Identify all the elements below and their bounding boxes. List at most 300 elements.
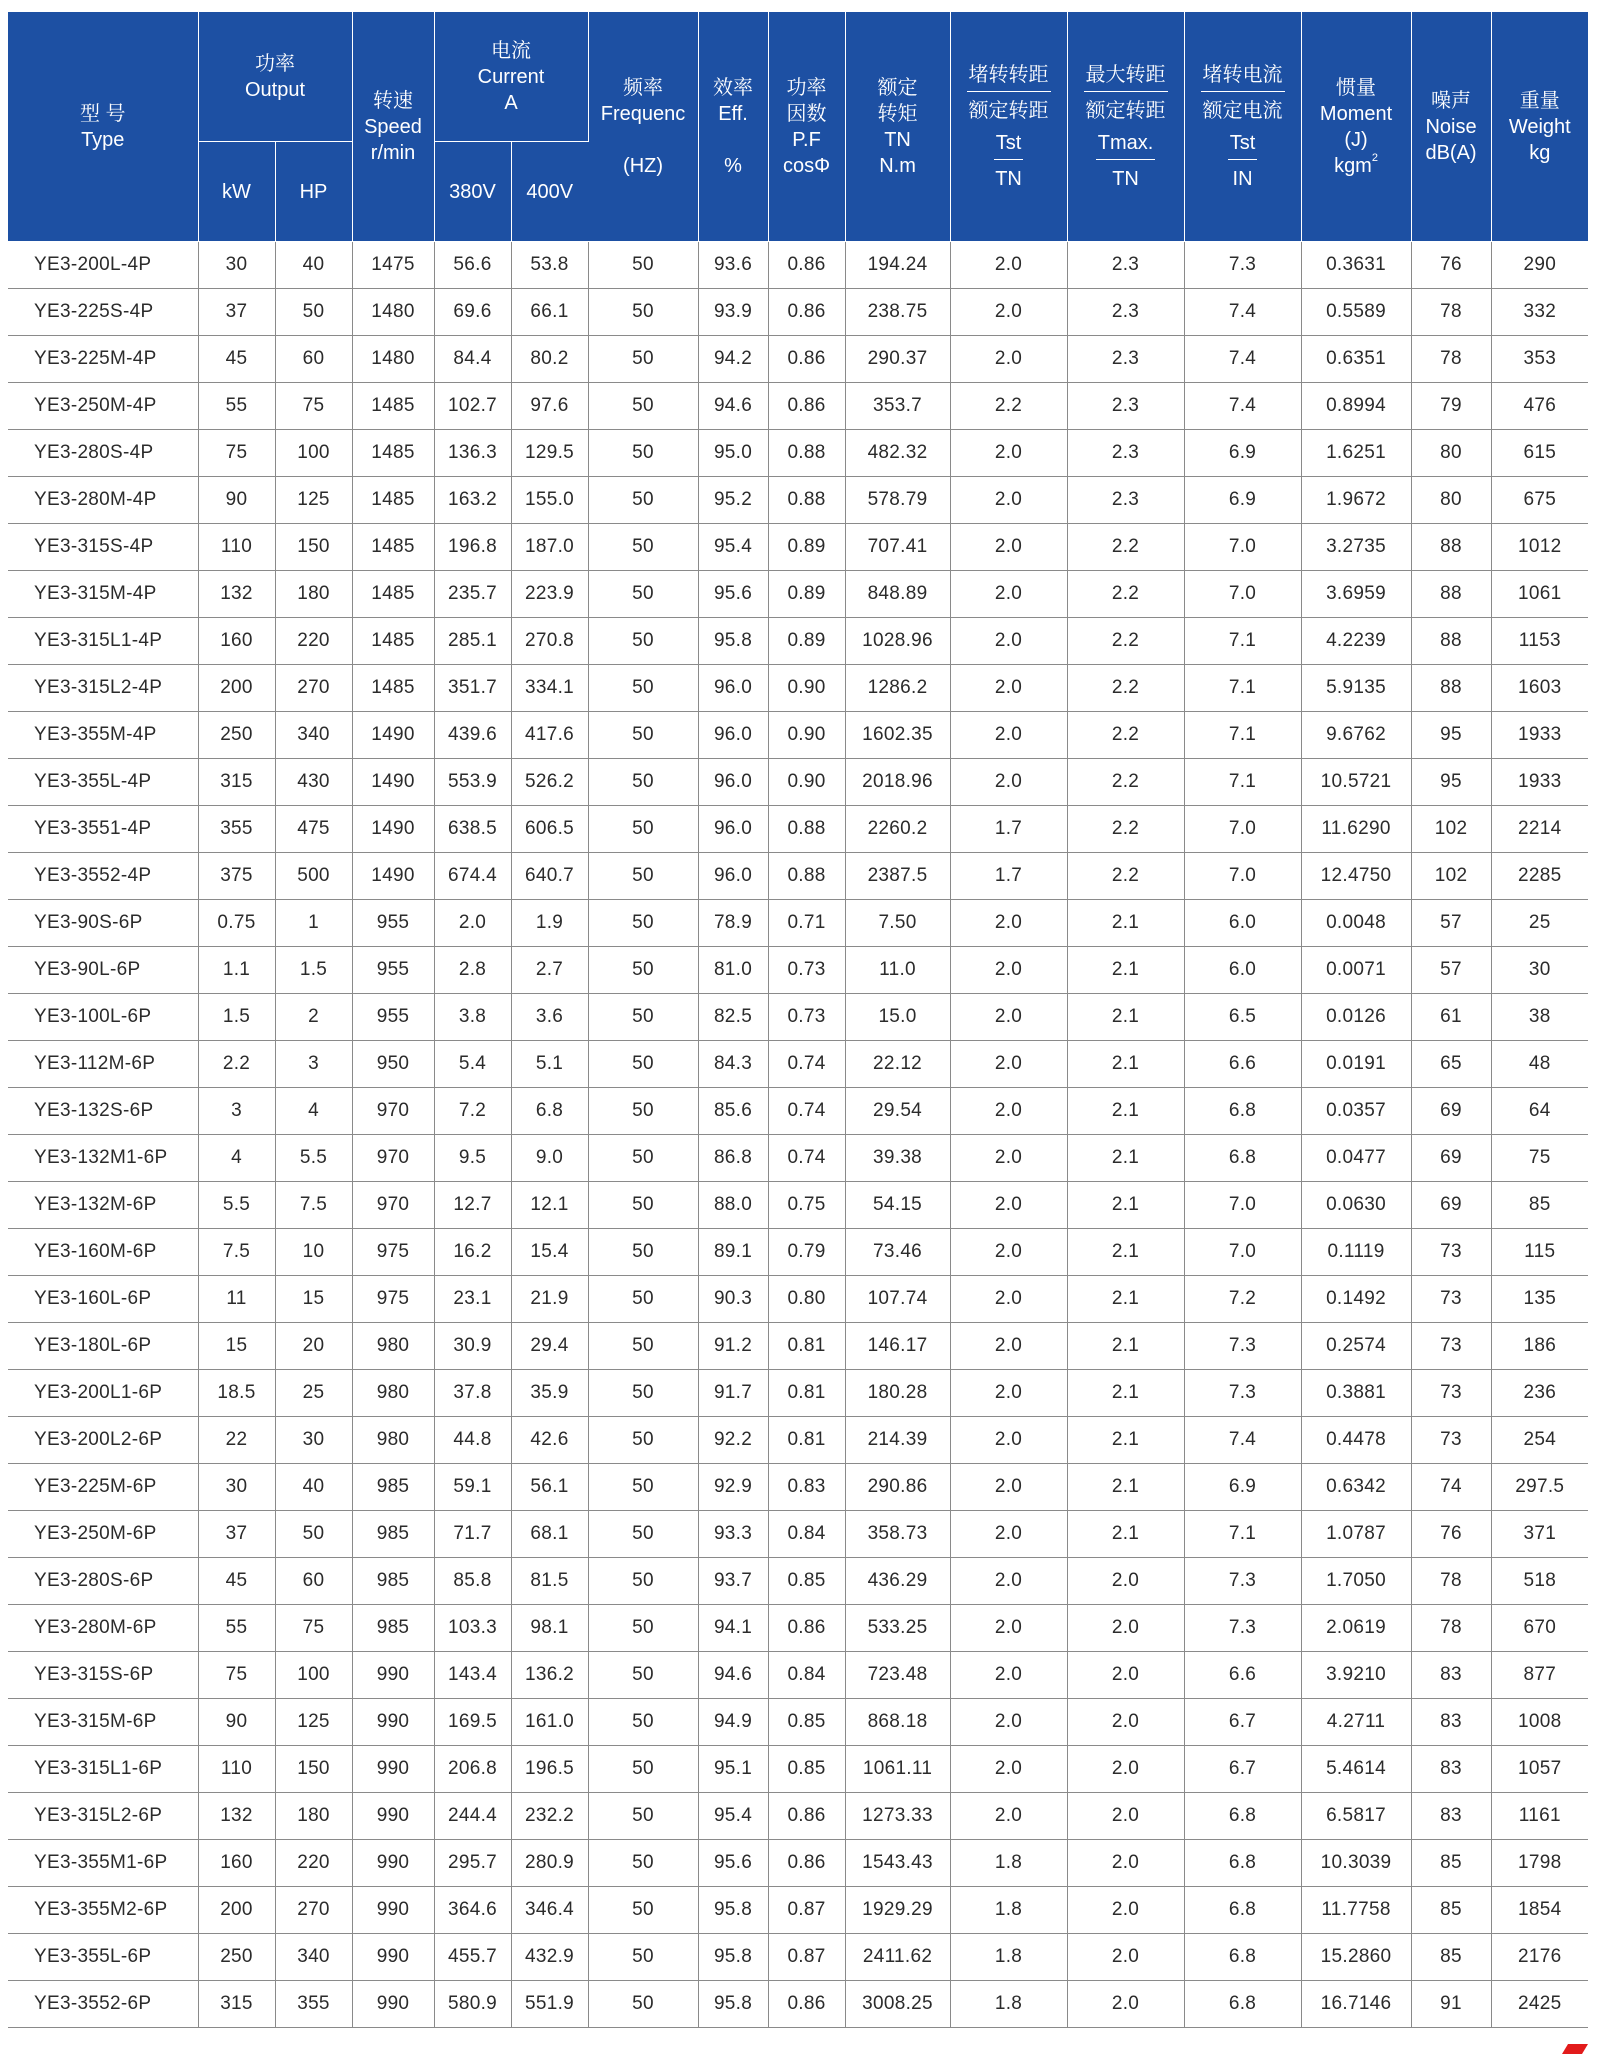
cell-locked-torque-ratio: 2.0 — [950, 1558, 1067, 1605]
cell-locked-torque-ratio: 1.7 — [950, 806, 1067, 853]
cell-weight: 353 — [1491, 336, 1588, 383]
cell-current-400v: 3.6 — [511, 994, 588, 1041]
cell-power-factor: 0.86 — [768, 1981, 845, 2028]
cell-efficiency: 81.0 — [698, 947, 768, 994]
cell-output-kw: 355 — [198, 806, 275, 853]
cell-current-380v: 5.4 — [434, 1041, 511, 1088]
table-row — [8, 383, 1588, 430]
cell-power-factor: 0.87 — [768, 1887, 845, 1934]
cell-max-torque-ratio: 2.3 — [1067, 289, 1184, 336]
cell-efficiency: 94.6 — [698, 383, 768, 430]
cell-power-factor: 0.84 — [768, 1652, 845, 1699]
cell-speed: 1490 — [352, 759, 434, 806]
cell-efficiency: 93.7 — [698, 1558, 768, 1605]
cell-max-torque-ratio: 2.1 — [1067, 1417, 1184, 1464]
cell-weight: 2425 — [1491, 1981, 1588, 2028]
cell-current-380v: 674.4 — [434, 853, 511, 900]
cell-speed: 985 — [352, 1558, 434, 1605]
cell-noise: 73 — [1411, 1370, 1491, 1417]
cell-current-400v: 2.7 — [511, 947, 588, 994]
cell-power-factor: 0.81 — [768, 1323, 845, 1370]
cell-current-380v: 364.6 — [434, 1887, 511, 1934]
cell-locked-current-ratio: 6.7 — [1184, 1746, 1301, 1793]
cell-type: YE3-280S-4P — [8, 430, 198, 477]
header-output-hp: HP — [275, 142, 352, 242]
cell-locked-torque-ratio: 2.0 — [950, 1511, 1067, 1558]
cell-frequency: 50 — [588, 1088, 698, 1135]
table-row — [8, 1417, 1588, 1464]
cell-frequency: 50 — [588, 1135, 698, 1182]
cell-rated-torque: 533.25 — [845, 1605, 950, 1652]
cell-output-hp: 100 — [275, 1652, 352, 1699]
cell-efficiency: 93.9 — [698, 289, 768, 336]
cell-current-400v: 155.0 — [511, 477, 588, 524]
cell-weight: 518 — [1491, 1558, 1588, 1605]
table-row — [8, 759, 1588, 806]
cell-weight: 1057 — [1491, 1746, 1588, 1793]
header-current: 电流 Current A — [434, 12, 588, 142]
cell-locked-current-ratio: 7.4 — [1184, 289, 1301, 336]
cell-power-factor: 0.86 — [768, 1605, 845, 1652]
cell-current-400v: 526.2 — [511, 759, 588, 806]
cell-locked-torque-ratio: 2.0 — [950, 712, 1067, 759]
cell-noise: 83 — [1411, 1699, 1491, 1746]
cell-power-factor: 0.79 — [768, 1229, 845, 1276]
table-row — [8, 289, 1588, 336]
cell-current-380v: 71.7 — [434, 1511, 511, 1558]
table-row — [8, 900, 1588, 947]
cell-speed: 1485 — [352, 571, 434, 618]
cell-efficiency: 95.8 — [698, 1887, 768, 1934]
cell-locked-current-ratio: 7.2 — [1184, 1276, 1301, 1323]
cell-inertia: 1.6251 — [1301, 430, 1411, 477]
cell-noise: 80 — [1411, 430, 1491, 477]
cell-weight: 615 — [1491, 430, 1588, 477]
cell-noise: 73 — [1411, 1323, 1491, 1370]
cell-efficiency: 96.0 — [698, 712, 768, 759]
cell-current-400v: 417.6 — [511, 712, 588, 759]
cell-output-hp: 10 — [275, 1229, 352, 1276]
cell-locked-current-ratio: 6.8 — [1184, 1793, 1301, 1840]
cell-power-factor: 0.74 — [768, 1088, 845, 1135]
cell-current-380v: 285.1 — [434, 618, 511, 665]
cell-efficiency: 94.9 — [698, 1699, 768, 1746]
cell-speed: 990 — [352, 1746, 434, 1793]
cell-output-kw: 55 — [198, 383, 275, 430]
cell-locked-current-ratio: 6.8 — [1184, 1840, 1301, 1887]
cell-locked-torque-ratio: 1.8 — [950, 1981, 1067, 2028]
cell-output-kw: 1.5 — [198, 994, 275, 1041]
cell-current-380v: 295.7 — [434, 1840, 511, 1887]
table-row — [8, 1887, 1588, 1934]
cell-efficiency: 95.4 — [698, 1793, 768, 1840]
cell-output-hp: 3 — [275, 1041, 352, 1088]
cell-noise: 73 — [1411, 1276, 1491, 1323]
cell-frequency: 50 — [588, 1840, 698, 1887]
cell-frequency: 50 — [588, 1323, 698, 1370]
cell-rated-torque: 358.73 — [845, 1511, 950, 1558]
table-row — [8, 947, 1588, 994]
cell-rated-torque: 22.12 — [845, 1041, 950, 1088]
cell-max-torque-ratio: 2.0 — [1067, 1699, 1184, 1746]
cell-output-kw: 22 — [198, 1417, 275, 1464]
cell-max-torque-ratio: 2.2 — [1067, 524, 1184, 571]
cell-inertia: 0.4478 — [1301, 1417, 1411, 1464]
cell-locked-current-ratio: 7.0 — [1184, 1229, 1301, 1276]
cell-weight: 290 — [1491, 242, 1588, 289]
cell-efficiency: 94.1 — [698, 1605, 768, 1652]
cell-locked-torque-ratio: 2.0 — [950, 289, 1067, 336]
cell-current-380v: 7.2 — [434, 1088, 511, 1135]
cell-noise: 88 — [1411, 571, 1491, 618]
cell-output-hp: 75 — [275, 1605, 352, 1652]
cell-type: YE3-132M-6P — [8, 1182, 198, 1229]
cell-noise: 88 — [1411, 524, 1491, 571]
cell-locked-current-ratio: 7.1 — [1184, 618, 1301, 665]
cell-speed: 970 — [352, 1135, 434, 1182]
cell-type: YE3-200L2-6P — [8, 1417, 198, 1464]
cell-current-380v: 351.7 — [434, 665, 511, 712]
cell-efficiency: 92.9 — [698, 1464, 768, 1511]
cell-frequency: 50 — [588, 1511, 698, 1558]
cell-current-400v: 98.1 — [511, 1605, 588, 1652]
cell-speed: 950 — [352, 1041, 434, 1088]
cell-output-kw: 2.2 — [198, 1041, 275, 1088]
table-row — [8, 1934, 1588, 1981]
cell-locked-torque-ratio: 2.0 — [950, 1276, 1067, 1323]
cell-inertia: 12.4750 — [1301, 853, 1411, 900]
cell-output-hp: 430 — [275, 759, 352, 806]
cell-current-400v: 29.4 — [511, 1323, 588, 1370]
table-row — [8, 665, 1588, 712]
cell-rated-torque: 1929.29 — [845, 1887, 950, 1934]
cell-frequency: 50 — [588, 1041, 698, 1088]
cell-locked-current-ratio: 7.3 — [1184, 1370, 1301, 1417]
cell-power-factor: 0.86 — [768, 336, 845, 383]
cell-output-hp: 30 — [275, 1417, 352, 1464]
cell-output-hp: 50 — [275, 289, 352, 336]
cell-inertia: 0.3631 — [1301, 242, 1411, 289]
cell-efficiency: 95.6 — [698, 571, 768, 618]
cell-frequency: 50 — [588, 1793, 698, 1840]
cell-current-380v: 143.4 — [434, 1652, 511, 1699]
cell-frequency: 50 — [588, 571, 698, 618]
cell-type: YE3-200L-4P — [8, 242, 198, 289]
table-row — [8, 1558, 1588, 1605]
cell-output-kw: 315 — [198, 1981, 275, 2028]
cell-locked-torque-ratio: 1.8 — [950, 1840, 1067, 1887]
cell-max-torque-ratio: 2.0 — [1067, 1558, 1184, 1605]
cell-power-factor: 0.87 — [768, 1934, 845, 1981]
cell-rated-torque: 39.38 — [845, 1135, 950, 1182]
cell-inertia: 3.6959 — [1301, 571, 1411, 618]
cell-inertia: 10.5721 — [1301, 759, 1411, 806]
cell-current-380v: 16.2 — [434, 1229, 511, 1276]
cell-locked-current-ratio: 7.4 — [1184, 336, 1301, 383]
cell-frequency: 50 — [588, 618, 698, 665]
cell-current-400v: 53.8 — [511, 242, 588, 289]
cell-locked-current-ratio: 7.0 — [1184, 524, 1301, 571]
cell-inertia: 0.0191 — [1301, 1041, 1411, 1088]
cell-noise: 102 — [1411, 806, 1491, 853]
cell-rated-torque: 1028.96 — [845, 618, 950, 665]
cell-current-400v: 5.1 — [511, 1041, 588, 1088]
cell-output-kw: 132 — [198, 1793, 275, 1840]
cell-type: YE3-280M-6P — [8, 1605, 198, 1652]
cell-noise: 69 — [1411, 1135, 1491, 1182]
cell-efficiency: 92.2 — [698, 1417, 768, 1464]
cell-output-kw: 315 — [198, 759, 275, 806]
cell-locked-current-ratio: 7.3 — [1184, 1323, 1301, 1370]
cell-power-factor: 0.89 — [768, 524, 845, 571]
cell-current-380v: 235.7 — [434, 571, 511, 618]
cell-locked-torque-ratio: 2.0 — [950, 665, 1067, 712]
cell-locked-torque-ratio: 2.0 — [950, 430, 1067, 477]
cell-output-hp: 270 — [275, 1887, 352, 1934]
cell-efficiency: 95.2 — [698, 477, 768, 524]
cell-speed: 1485 — [352, 383, 434, 430]
cell-current-380v: 553.9 — [434, 759, 511, 806]
cell-type: YE3-250M-6P — [8, 1511, 198, 1558]
cell-inertia: 0.0048 — [1301, 900, 1411, 947]
cell-inertia: 0.0126 — [1301, 994, 1411, 1041]
cell-type: YE3-200L1-6P — [8, 1370, 198, 1417]
cell-max-torque-ratio: 2.1 — [1067, 994, 1184, 1041]
cell-noise: 78 — [1411, 289, 1491, 336]
cell-current-380v: 59.1 — [434, 1464, 511, 1511]
cell-output-kw: 75 — [198, 1652, 275, 1699]
cell-frequency: 50 — [588, 1229, 698, 1276]
table-row — [8, 1605, 1588, 1652]
table-row — [8, 430, 1588, 477]
cell-current-380v: 56.6 — [434, 242, 511, 289]
header-max-torque-ratio: 最大转距 额定转距 Tmax. TN — [1067, 12, 1184, 242]
cell-locked-torque-ratio: 2.0 — [950, 524, 1067, 571]
cell-power-factor: 0.89 — [768, 618, 845, 665]
cell-speed: 1490 — [352, 853, 434, 900]
cell-inertia: 0.8994 — [1301, 383, 1411, 430]
cell-inertia: 0.0357 — [1301, 1088, 1411, 1135]
cell-output-hp: 7.5 — [275, 1182, 352, 1229]
cell-output-hp: 2 — [275, 994, 352, 1041]
cell-type: YE3-355M-4P — [8, 712, 198, 759]
table-row — [8, 1182, 1588, 1229]
cell-output-hp: 270 — [275, 665, 352, 712]
cell-locked-current-ratio: 7.0 — [1184, 853, 1301, 900]
cell-rated-torque: 2387.5 — [845, 853, 950, 900]
cell-current-400v: 97.6 — [511, 383, 588, 430]
cell-rated-torque: 1273.33 — [845, 1793, 950, 1840]
cell-current-400v: 66.1 — [511, 289, 588, 336]
cell-inertia: 4.2711 — [1301, 1699, 1411, 1746]
cell-noise: 80 — [1411, 477, 1491, 524]
cell-current-400v: 56.1 — [511, 1464, 588, 1511]
table-row — [8, 1323, 1588, 1370]
cell-frequency: 50 — [588, 1276, 698, 1323]
cell-output-hp: 340 — [275, 712, 352, 759]
cell-power-factor: 0.88 — [768, 806, 845, 853]
cell-efficiency: 96.0 — [698, 806, 768, 853]
cell-current-400v: 232.2 — [511, 1793, 588, 1840]
cell-locked-current-ratio: 7.0 — [1184, 571, 1301, 618]
cell-rated-torque: 290.37 — [845, 336, 950, 383]
cell-speed: 955 — [352, 994, 434, 1041]
cell-current-400v: 161.0 — [511, 1699, 588, 1746]
cell-output-kw: 55 — [198, 1605, 275, 1652]
header-rated-torque: 额定 转矩 TN N.m — [845, 12, 950, 242]
cell-rated-torque: 2018.96 — [845, 759, 950, 806]
cell-current-380v: 455.7 — [434, 1934, 511, 1981]
cell-output-kw: 30 — [198, 1464, 275, 1511]
cell-output-kw: 0.75 — [198, 900, 275, 947]
cell-locked-torque-ratio: 2.0 — [950, 994, 1067, 1041]
cell-output-hp: 150 — [275, 524, 352, 571]
cell-locked-current-ratio: 6.7 — [1184, 1699, 1301, 1746]
cell-output-kw: 200 — [198, 665, 275, 712]
cell-max-torque-ratio: 2.2 — [1067, 759, 1184, 806]
cell-efficiency: 96.0 — [698, 759, 768, 806]
cell-weight: 371 — [1491, 1511, 1588, 1558]
cell-power-factor: 0.83 — [768, 1464, 845, 1511]
cell-locked-torque-ratio: 2.0 — [950, 571, 1067, 618]
cell-noise: 83 — [1411, 1793, 1491, 1840]
cell-efficiency: 95.0 — [698, 430, 768, 477]
cell-weight: 1161 — [1491, 1793, 1588, 1840]
cell-type: YE3-315L2-4P — [8, 665, 198, 712]
cell-noise: 88 — [1411, 618, 1491, 665]
cell-rated-torque: 2411.62 — [845, 1934, 950, 1981]
cell-inertia: 3.9210 — [1301, 1652, 1411, 1699]
cell-noise: 78 — [1411, 1605, 1491, 1652]
cell-noise: 76 — [1411, 242, 1491, 289]
cell-locked-torque-ratio: 2.0 — [950, 336, 1067, 383]
cell-current-400v: 12.1 — [511, 1182, 588, 1229]
cell-inertia: 0.6351 — [1301, 336, 1411, 383]
cell-power-factor: 0.80 — [768, 1276, 845, 1323]
cell-rated-torque: 1061.11 — [845, 1746, 950, 1793]
cell-inertia: 0.0477 — [1301, 1135, 1411, 1182]
cell-current-380v: 44.8 — [434, 1417, 511, 1464]
cell-output-kw: 75 — [198, 430, 275, 477]
cell-type: YE3-160L-6P — [8, 1276, 198, 1323]
cell-rated-torque: 1286.2 — [845, 665, 950, 712]
cell-max-torque-ratio: 2.3 — [1067, 242, 1184, 289]
cell-output-hp: 20 — [275, 1323, 352, 1370]
cell-inertia: 5.4614 — [1301, 1746, 1411, 1793]
cell-locked-current-ratio: 7.1 — [1184, 712, 1301, 759]
cell-current-400v: 35.9 — [511, 1370, 588, 1417]
cell-frequency: 50 — [588, 1464, 698, 1511]
cell-current-380v: 580.9 — [434, 1981, 511, 2028]
cell-inertia: 4.2239 — [1301, 618, 1411, 665]
cell-max-torque-ratio: 2.1 — [1067, 1276, 1184, 1323]
cell-type: YE3-355M2-6P — [8, 1887, 198, 1934]
cell-power-factor: 0.88 — [768, 853, 845, 900]
cell-weight: 2214 — [1491, 806, 1588, 853]
cell-current-400v: 68.1 — [511, 1511, 588, 1558]
cell-noise: 76 — [1411, 1511, 1491, 1558]
cell-type: YE3-225M-6P — [8, 1464, 198, 1511]
cell-current-400v: 42.6 — [511, 1417, 588, 1464]
cell-max-torque-ratio: 2.2 — [1067, 806, 1184, 853]
cell-rated-torque: 1543.43 — [845, 1840, 950, 1887]
cell-frequency: 50 — [588, 430, 698, 477]
cell-speed: 985 — [352, 1511, 434, 1558]
cell-output-hp: 75 — [275, 383, 352, 430]
cell-locked-current-ratio: 6.8 — [1184, 1934, 1301, 1981]
cell-output-hp: 180 — [275, 571, 352, 618]
cell-frequency: 50 — [588, 1558, 698, 1605]
cell-output-hp: 60 — [275, 336, 352, 383]
cell-speed: 990 — [352, 1652, 434, 1699]
cell-inertia: 0.5589 — [1301, 289, 1411, 336]
cell-inertia: 0.1119 — [1301, 1229, 1411, 1276]
cell-rated-torque: 290.86 — [845, 1464, 950, 1511]
cell-inertia: 15.2860 — [1301, 1934, 1411, 1981]
cell-power-factor: 0.85 — [768, 1558, 845, 1605]
cell-inertia: 0.6342 — [1301, 1464, 1411, 1511]
cell-weight: 186 — [1491, 1323, 1588, 1370]
cell-output-hp: 40 — [275, 242, 352, 289]
cell-locked-torque-ratio: 2.0 — [950, 1135, 1067, 1182]
cell-efficiency: 96.0 — [698, 665, 768, 712]
cell-current-400v: 551.9 — [511, 1981, 588, 2028]
header-speed: 转速 Speed r/min — [352, 12, 434, 242]
cell-speed: 980 — [352, 1323, 434, 1370]
cell-frequency: 50 — [588, 1652, 698, 1699]
cell-speed: 990 — [352, 1699, 434, 1746]
cell-current-400v: 1.9 — [511, 900, 588, 947]
cell-frequency: 50 — [588, 477, 698, 524]
cell-rated-torque: 11.0 — [845, 947, 950, 994]
cell-output-kw: 90 — [198, 1699, 275, 1746]
cell-efficiency: 95.4 — [698, 524, 768, 571]
cell-speed: 1480 — [352, 289, 434, 336]
cell-output-hp: 15 — [275, 1276, 352, 1323]
cell-power-factor: 0.73 — [768, 947, 845, 994]
cell-rated-torque: 848.89 — [845, 571, 950, 618]
cell-output-hp: 150 — [275, 1746, 352, 1793]
cell-noise: 85 — [1411, 1840, 1491, 1887]
cell-output-hp: 475 — [275, 806, 352, 853]
cell-inertia: 1.0787 — [1301, 1511, 1411, 1558]
table-row — [8, 1370, 1588, 1417]
cell-output-hp: 355 — [275, 1981, 352, 2028]
header-output: 功率 Output — [198, 12, 352, 142]
cell-max-torque-ratio: 2.1 — [1067, 1182, 1184, 1229]
cell-output-hp: 220 — [275, 618, 352, 665]
cell-type: YE3-355L-4P — [8, 759, 198, 806]
cell-current-400v: 432.9 — [511, 1934, 588, 1981]
cell-noise: 79 — [1411, 383, 1491, 430]
cell-locked-torque-ratio: 1.7 — [950, 853, 1067, 900]
cell-locked-current-ratio: 7.0 — [1184, 806, 1301, 853]
header-type: 型 号 Type — [8, 12, 198, 242]
cell-efficiency: 96.0 — [698, 853, 768, 900]
cell-max-torque-ratio: 2.0 — [1067, 1746, 1184, 1793]
cell-locked-current-ratio: 7.4 — [1184, 1417, 1301, 1464]
cell-weight: 25 — [1491, 900, 1588, 947]
cell-type: YE3-315S-4P — [8, 524, 198, 571]
cell-output-kw: 15 — [198, 1323, 275, 1370]
header-output-kw: kW — [198, 142, 275, 242]
cell-inertia: 16.7146 — [1301, 1981, 1411, 2028]
cell-current-380v: 638.5 — [434, 806, 511, 853]
cell-output-kw: 132 — [198, 571, 275, 618]
cell-locked-current-ratio: 7.3 — [1184, 242, 1301, 289]
table-row — [8, 571, 1588, 618]
cell-locked-current-ratio: 6.6 — [1184, 1652, 1301, 1699]
